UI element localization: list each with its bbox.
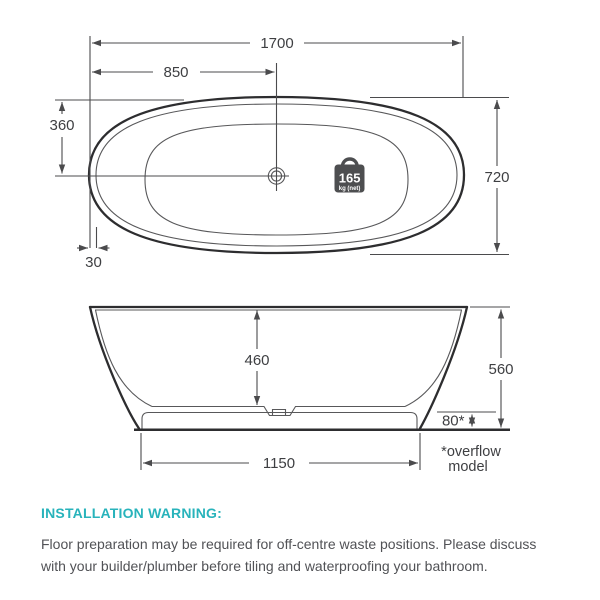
dim-overflow-height-label: 80* (441, 412, 465, 430)
dim-overall-height (488, 310, 513, 428)
warning-title: INSTALLATION WARNING: (41, 505, 222, 521)
dim-wall-thickness (77, 248, 110, 271)
dim-waste-centre (92, 64, 275, 81)
dim-base-length (143, 455, 418, 472)
overflow-note-line1: *overflow (441, 444, 501, 460)
bath-base-plinth (142, 413, 417, 429)
dim-overall-height-label: 560 (488, 361, 514, 378)
dim-wall-thickness-label: 30 (85, 254, 102, 271)
weight-badge-unit: kg (net) (338, 185, 361, 192)
overflow-note-line2: model (448, 459, 488, 475)
dim-centre-width-label: 360 (49, 117, 75, 134)
dim-centre-width (49, 102, 74, 174)
dim-overall-width-label: 720 (484, 169, 510, 186)
weight-badge-value: 165 (338, 170, 361, 186)
dim-overall-length (92, 35, 461, 52)
installation-warning-section (41, 505, 553, 577)
dim-internal-depth-label: 460 (244, 352, 270, 369)
dim-internal-depth (244, 311, 269, 406)
dim-waste-centre-label: 850 (163, 64, 189, 81)
bath-inner-surface (95, 310, 462, 416)
dim-overflow-height (442, 413, 472, 430)
overflow-note (441, 444, 501, 475)
dim-base-length-label: 1150 (262, 455, 296, 472)
plan-view (49, 35, 509, 271)
side-view (90, 307, 514, 475)
dim-overall-length-label: 1700 (260, 35, 294, 52)
dim-overall-width (484, 100, 509, 252)
bath-profile-walls (90, 307, 467, 429)
warning-body: Floor preparation may be required for off-centre waste positions. Please discuss with your builder/plumber before tiling and waterproofing your bathroom. (41, 536, 537, 575)
weight-badge (335, 159, 365, 193)
